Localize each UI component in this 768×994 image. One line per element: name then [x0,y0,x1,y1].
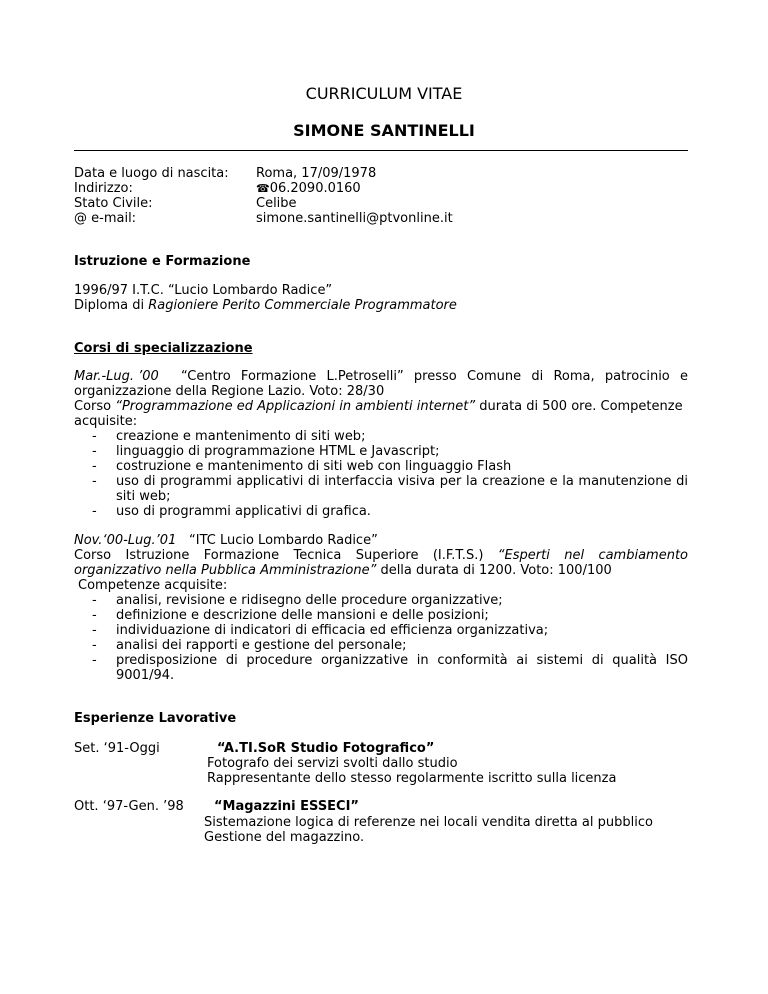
job-description-line: Gestione del magazzino. [204,830,365,845]
list-item: uso di programmi applicativi di grafica. [116,504,371,519]
list-item: predisposizione di procedure organizzative in conformità ai sistemi di qualità ISO [116,653,688,668]
list-item: analisi dei rapporti e gestione del personale; [116,638,407,653]
list-item: definizione e descrizione delle mansioni e delle posizioni; [116,608,489,623]
list-item: costruzione e mantenimento di siti web con linguaggio Flash [116,459,512,474]
telephone-icon: ☎ [256,182,270,195]
job-company: “Magazzini ESSECI” [214,799,359,814]
value-civil-status: Celibe [256,196,297,211]
job-period: Ott. ‘97-Gen. ’98 [74,799,184,814]
course1-line4: acquisite: [74,414,138,429]
experience-heading: Esperienze Lavorative [74,711,237,726]
header-divider [74,150,688,151]
list-item: individuazione di indicatori di efficacia ed efficienza organizzativa; [116,623,549,638]
education-line2: Diploma di Ragioniere Perito Commerciale Programmatore [74,298,457,313]
bullet-dash: - [92,638,97,653]
courses-heading: Corsi di specializzazione [74,341,253,356]
label-email: @ e-mail: [74,211,137,226]
job-description-line: Sistemazione logica di referenze nei locali vendita diretta al pubblico [204,815,653,830]
bullet-dash: - [92,459,97,474]
education-heading: Istruzione e Formazione [74,254,251,269]
value-address: ☎06.2090.0160 [256,181,361,196]
course2-date: Nov.‘00-Lug.’01 [74,533,177,548]
document-title: CURRICULUM VITAE [305,84,463,103]
course1-line2: organizzazione della Regione Lazio. Voto: 28/30 [74,384,385,399]
job-description-line: Fotografo dei servizi svolti dallo studio [207,756,458,771]
course2-line4: Competenze acquisite: [78,578,228,593]
bullet-dash: - [92,593,97,608]
job-period: Set. ‘91-Oggi [74,741,160,756]
label-address: Indirizzo: [74,181,133,196]
bullet-dash: - [92,504,97,519]
bullet-dash: - [92,429,97,444]
job-description-line: Rappresentante dello stesso regolarmente iscritto sulla licenza [207,771,617,786]
value-birth: Roma, 17/09/1978 [256,166,377,181]
course2-line3: organizzativo nella Pubblica Amministrazione” della durata di 1200. Voto: 100/100 [74,563,612,578]
bullet-dash: - [92,623,97,638]
course2-line2: Corso Istruzione Formazione Tecnica Superiore (I.F.T.S.) “Esperti nel cambiamento [74,548,689,563]
label-civil-status: Stato Civile: [74,196,153,211]
course1-date: Mar.-Lug. ’00 [74,369,159,384]
person-name: SIMONE SANTINELLI [293,121,475,140]
value-email: simone.santinelli@ptvonline.it [256,211,453,226]
list-item: uso di programmi applicativi di interfaccia visiva per la creazione e la manutenzione di [116,474,688,489]
course1-line3: Corso “Programmazione ed Applicazioni in ambienti internet” durata di 500 ore. Competenze [74,399,683,414]
list-item: creazione e mantenimento di siti web; [116,429,366,444]
bullet-dash: - [92,653,97,668]
bullet-dash: - [92,608,97,623]
list-item: 9001/94. [116,668,175,683]
bullet-dash: - [92,474,97,489]
label-birth: Data e luogo di nascita: [74,166,229,181]
list-item: linguaggio di programmazione HTML e Javascript; [116,444,440,459]
list-item: siti web; [116,489,171,504]
course2-line1: “ITC Lucio Lombardo Radice” [189,533,378,548]
bullet-dash: - [92,444,97,459]
course1-line1: “Centro Formazione L.Petroselli” presso Comune di Roma, patrocinio e [181,369,688,384]
job-company: “A.TI.SoR Studio Fotografico” [217,741,435,756]
education-line1: 1996/97 I.T.C. “Lucio Lombardo Radice” [74,283,333,298]
list-item: analisi, revisione e ridisegno delle procedure organizzative; [116,593,503,608]
